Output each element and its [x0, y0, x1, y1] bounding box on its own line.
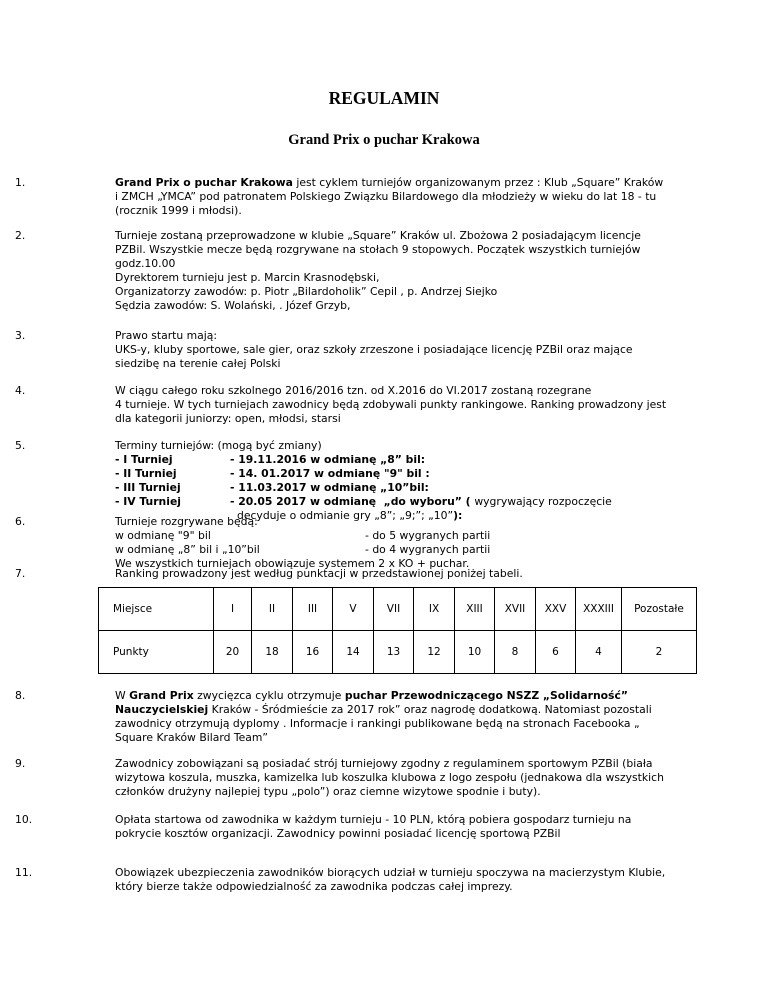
- table-cell: XIII: [455, 588, 495, 631]
- section-text: (rocznik 1999 i młodsi).: [115, 204, 242, 217]
- section-number: 10.: [15, 813, 33, 826]
- table-cell: 2: [622, 631, 697, 674]
- game-rule-row: [115, 529, 705, 543]
- section-text: Sędzia zawodów: S. Wolański, . Józef Grzyb,: [115, 299, 351, 312]
- section-number: 2.: [15, 229, 26, 242]
- section-number: 7.: [15, 567, 26, 580]
- game-wins: - do 5 wygranych partii: [365, 529, 491, 542]
- game-wins: - do 4 wygranych partii: [365, 543, 491, 556]
- section-text: Kraków - Śródmieście za 2017 rok” oraz nagrodę dodatkową. Natomiast pozostali: [208, 703, 652, 716]
- section-text: Dyrektorem turnieju jest p. Marcin Krasnodębski,: [115, 271, 380, 284]
- section-4: [15, 384, 705, 426]
- game-variant: w odmianę „8” bil i „10”bil: [115, 543, 260, 556]
- section-text: Opłata startowa od zawodnika w każdym turnieju - 10 PLN, którą pobiera gospodarz turnieju na: [115, 813, 632, 826]
- table-cell: 10: [455, 631, 495, 674]
- section-11: [15, 866, 705, 894]
- section-text: pokrycie kosztów organizacji. Zawodnicy powinni posiadać licencję sportową PZBil: [115, 827, 561, 840]
- row-header: Miejsce: [99, 588, 214, 631]
- section-number: 3.: [15, 329, 26, 342]
- section-8: [15, 689, 705, 745]
- event-name: Grand Prix o puchar Krakowa: [115, 176, 293, 189]
- section-text: 4 turnieje. W tych turniejach zawodnicy będą zdobywali punkty rankingowe. Ranking prowadzony jest: [115, 398, 667, 411]
- section-10: [15, 813, 705, 841]
- section-text: wizytowa koszula, muszka, kamizelka lub koszulka klubowa z logo zespołu (jednakowa dla wszystkich: [115, 771, 664, 784]
- row-header: Punkty: [99, 631, 214, 674]
- table-cell: XXV: [536, 588, 576, 631]
- section-text: Ranking prowadzony jest według punktacji w przedstawionej poniżej tabeli.: [115, 567, 523, 580]
- section-number: 5.: [15, 439, 26, 452]
- document-title: REGULAMIN: [328, 88, 440, 108]
- section-number: 1.: [15, 176, 26, 189]
- table-cell: XVII: [495, 588, 536, 631]
- table-cell: III: [293, 588, 333, 631]
- document-subtitle: Grand Prix o puchar Krakowa: [288, 132, 480, 148]
- section-text: i ZMCH „YMCA” pod patronatem Polskiego Związku Bilardowego dla młodzieży w wieku do lat 18 - tu: [115, 190, 657, 203]
- table-cell: V: [333, 588, 374, 631]
- section-text: Turnieje zostaną przeprowadzone w klubie „Square” Kraków ul. Zbożowa 2 posiadającym licencje: [115, 229, 641, 242]
- game-rule-row: [115, 543, 705, 557]
- table-cell: 4: [576, 631, 622, 674]
- section-2: [15, 229, 705, 313]
- section-number: 6.: [15, 515, 26, 528]
- table-cell: 16: [293, 631, 333, 674]
- section-text: zwycięzca cyklu otrzymuje: [193, 689, 345, 702]
- tournament-date: - 14. 01.2017 w odmianę "9" bil :: [230, 467, 430, 480]
- tournament-date: [230, 495, 612, 509]
- trophy-name: puchar Przewodniczącego NSZZ „Solidarność”: [344, 689, 628, 702]
- table-cell: IX: [414, 588, 455, 631]
- section-text: godz.10.00: [115, 257, 176, 270]
- section-9: [15, 757, 705, 799]
- section-text: We wszystkich turniejach obowiązuje systemem 2 x KO + puchar.: [115, 557, 470, 570]
- trophy-name-cont: Nauczycielskiej: [115, 703, 209, 716]
- table-cell: Pozostałe: [622, 588, 697, 631]
- section-text: Terminy turniejów: (mogą być zmiany): [115, 439, 322, 452]
- section-number: 11.: [15, 866, 33, 879]
- table-cell: XXXIII: [576, 588, 622, 631]
- section-7: [15, 567, 705, 581]
- ranking-table: [98, 587, 697, 674]
- tournament-name: - II Turniej: [115, 467, 177, 480]
- section-text: Turnieje rozgrywane będą:: [115, 515, 258, 528]
- section-1: [15, 176, 705, 218]
- tournament-note: wygrywający rozpoczęcie: [474, 495, 612, 508]
- section-5: [15, 439, 705, 523]
- section-text: W ciągu całego roku szkolnego 2016/2016 tzn. od X.2016 do VI.2017 zostaną rozegrane: [115, 384, 592, 397]
- game-variant: w odmianę "9" bil: [115, 529, 211, 542]
- tournament-note: decyduje o odmianie gry „8”; „9;”; „10”: [237, 509, 454, 522]
- section-6: [15, 515, 705, 571]
- section-text: W: [115, 689, 130, 702]
- table-row: [99, 588, 697, 631]
- schedule-row: [115, 453, 705, 467]
- section-text: dla kategorii juniorzy: open, młodsi, starsi: [115, 412, 341, 425]
- table-cell: I: [214, 588, 252, 631]
- table-cell: 8: [495, 631, 536, 674]
- section-text: Obowiązek ubezpieczenia zawodników biorących udział w turnieju spoczywa na macierzystym Klubie,: [115, 866, 666, 879]
- schedule-row: [115, 495, 705, 509]
- event-name: Grand Prix: [129, 689, 194, 702]
- section-number: 8.: [15, 689, 26, 702]
- tournament-date: - 19.11.2016 w odmianę „8” bil:: [230, 453, 426, 466]
- tournament-name: - III Turniej: [115, 481, 181, 494]
- table-cell: 12: [414, 631, 455, 674]
- table-cell: 13: [374, 631, 414, 674]
- section-text: zawodnicy otrzymują dyplomy . Informacje i rankingi publikowane będą na stronach Facebooka „: [115, 717, 640, 730]
- tournament-date-bold: - 20.05 2017 w odmianę „do wyboru” (: [230, 495, 475, 508]
- section-text: członków drużyny najlepiej typu „polo”) oraz ciemne wizytowe spodnie i buty).: [115, 785, 541, 798]
- section-text: który bierze także odpowiedzialność za zawodnika podczas całej imprezy.: [115, 880, 513, 893]
- table-cell: 14: [333, 631, 374, 674]
- tournament-schedule: [115, 453, 705, 523]
- table-cell: VII: [374, 588, 414, 631]
- section-number: 9.: [15, 757, 26, 770]
- table-cell: 18: [252, 631, 293, 674]
- section-text: Zawodnicy zobowiązani są posiadać strój turniejowy zgodny z regulaminem sportowym PZBil (biała: [115, 757, 653, 770]
- section-text: PZBil. Wszystkie mecze będą rozgrywane na stołach 9 stopowych. Początek wszystkich turniejów: [115, 243, 641, 256]
- schedule-row: [115, 467, 705, 481]
- section-text: Prawo startu mają:: [115, 329, 218, 342]
- table-cell: II: [252, 588, 293, 631]
- tournament-name: - IV Turniej: [115, 495, 181, 508]
- table-row: [99, 631, 697, 674]
- table-cell: 6: [536, 631, 576, 674]
- tournament-date: - 11.03.2017 w odmianę „10”bil:: [230, 481, 429, 494]
- section-text: Square Kraków Bilard Team”: [115, 731, 269, 744]
- tournament-note-close: ):: [453, 509, 463, 522]
- section-number: 4.: [15, 384, 26, 397]
- tournament-name: - I Turniej: [115, 453, 173, 466]
- section-text: Organizatorzy zawodów: p. Piotr „Bilardoholik” Cepil , p. Andrzej Siejko: [115, 285, 498, 298]
- section-text: siedzibę na terenie całej Polski: [115, 357, 281, 370]
- section-text: jest cyklem turniejów organizowanym przez : Klub „Square” Kraków: [292, 176, 664, 189]
- section-3: [15, 329, 705, 371]
- schedule-row: [115, 481, 705, 495]
- section-text: UKS-y, kluby sportowe, sale gier, oraz szkoły zrzeszone i posiadające licencję PZBil oraz mające: [115, 343, 633, 356]
- table-cell: 20: [214, 631, 252, 674]
